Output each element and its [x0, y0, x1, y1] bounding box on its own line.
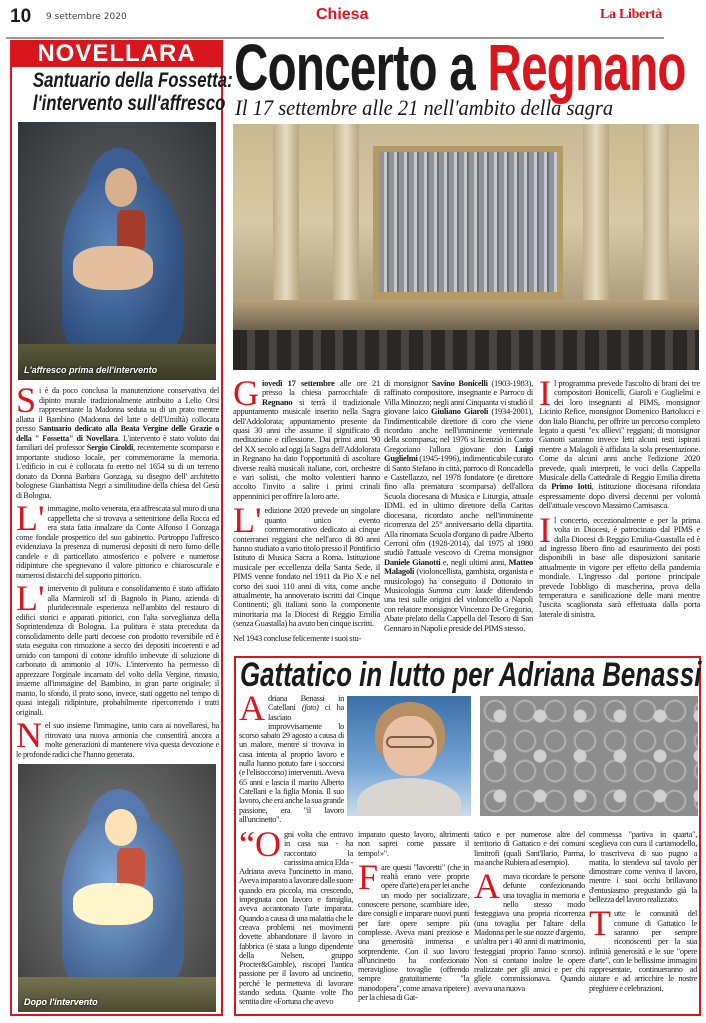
gattatico-column-2 [358, 830, 469, 1007]
novellara-banner: NOVELLARA [10, 40, 223, 67]
page-number: 10 [10, 6, 32, 27]
text-run: l concerto, eccezionalmente e per la prima volta in Diocesi, è patrocinato dal PIMS e dalla Diocesi di Reggio Emilia-Guastalla ed è ad ingresso libero fino ad esaurimento dei posti disponibili in base alle disposizioni sanitarie attualmente in vigore per effetto della pandemia mondiale. L'ingresso dal portone principale prevede l'obbligo di mascherina, prova della temperatura e sanificazione delle mani mentre l'uscita scaglionata sarà effettuata dalla porta laterale di sinistra. [539, 514, 700, 619]
photo-caption: Dopo l'intervento [24, 997, 98, 1007]
issue-date: 9 settembre 2020 [46, 12, 127, 22]
paragraph [16, 498, 219, 580]
italic-text: Summa cum laude [428, 584, 493, 595]
text-run: Nel 1943 concluse felicemente i suoi stu- [233, 632, 362, 643]
text-run: , istituzione diocesana rifondata espressamente dopo diversi decenni per volontà dell'attuale vescovo Massimo Camisasca. [539, 481, 701, 511]
paragraph [589, 903, 697, 993]
paragraph [358, 830, 469, 858]
headline-line: l'intervento sull'affresco [32, 92, 226, 115]
paragraph [589, 830, 697, 904]
text-run: (1903-1983), raffinato compositore, insegnante e Parroco di Villa Minozzo; negli anni Cinquanta vi studiò il giovane laico [384, 378, 533, 417]
adriana-benassi-portrait [347, 696, 471, 816]
drop-cap: N [16, 715, 42, 755]
concerto-column-1 [233, 373, 381, 648]
text-run: tatico e per numerose altre del territorio di Gattatico e dei comuni limitrofi (quali Sant'Ilario, Parma, ma anche Rubiera ad esempio). [474, 830, 585, 867]
text-run: el suo insieme l'immagine, tanto cara ai novellaresi, ha ritrovato una nuova armonia che consentirà ancora a molte generazioni di mantenere viva questa devozione e le profonde radici che l'hanno generata. [16, 721, 219, 759]
fresco-before-photo [18, 122, 216, 380]
newspaper-logo: La Libertà [600, 7, 662, 22]
photo-caption: L'affresco prima dell'intervento [24, 365, 158, 375]
drop-cap: T [589, 903, 611, 944]
italic-text: (foto) [301, 703, 319, 713]
drop-cap: L' [16, 498, 45, 538]
gattatico-column-3 [474, 830, 585, 998]
text-run: imparato questo lavoro, altrimenti non saprei come passare il tempo!»". [358, 830, 469, 858]
crochet-tablecloth-photo [480, 696, 698, 816]
paragraph [539, 373, 701, 511]
text-run: are questi "lavoretti" (che in realtà erano vere proprie opere d'arte) era per lei anche un modo per socializzare, conoscere persone, scambiare idee, dare consigli e imparare nuovi punti per fare opere sempre più complesse. Aveva mani preziose e una generosità immensa e sorprendente. Con il suo lavoro all'uncinetto ha confezionato meravigliose tovaglie (offrendo sempre gratuitamente "la manodopera", come amava ripetere) per la chiesa di Gat- [358, 862, 469, 1003]
paragraph [239, 824, 353, 1007]
paragraph [239, 688, 344, 824]
bold-text: Daniele Gianotti [384, 556, 441, 567]
drop-cap: L' [233, 500, 262, 541]
gattatico-column-1 [239, 824, 353, 1012]
text-run: , recentemente scomparso e importante studioso locale, per commemorarne la memoria. L'edificio in cui è collocata fu eretto nel 1654 su di un terreno donato da Donna Barbara Gonzaga, su disegno dell' architetto bolognese Gianbattista Negri a similitudine della chiesa del Gesù di Bologna. [16, 443, 219, 500]
text-run: e, negli ultimi anni, [440, 556, 509, 567]
text-run: edizione 2020 prevede un singolare quanto unico evento commemorativo dedicato ai cinque conterranei reggiani che nell'arco di 80 anni hanno studiato a vario titolo presso il Pontificio Istituto di Musica Sacra a Roma. Istituzione musicale per eccellenza della Santa Sede, il PIMS venne fondato nel 1911 da Pio X e nel corso dei suoi 110 anni di vita, come anche attualmente, ha annoverato iscritti dai Cinque Continenti; gli italiani sono la componente minoritaria ma la Diocesi di Reggio Emilia (senza Guastalla) ha avuto ben cinque iscritti. [233, 505, 380, 629]
text-run: (1945-1996), indimenticabile curato di Santo Stefano in città, parroco di Roncadella e Castellazzo, nel 1978 fondatore (e direttore fino alla prematura scomparsa) dell'allora Scuola diocesana di Musica e Liturgia, attuale IDML ed in ultimo direttore della Caritas diocesana, ricordato anche nell'imminente ricorrenza del 25° anniversario della dipartita. Alla rinomata Scuola d'organo di padre Alberto Cerroni ofm (1928-2014), dal 1975 al 1980 studiò l'attuale vescovo di Crema monsignor [384, 453, 533, 558]
gattatico-column-4 [589, 830, 697, 998]
drop-cap: F [358, 856, 379, 897]
text-run: intervento di pulitura e consolidamento è stato affidato alla Marmiroli srl di Bagnolo in Piano, azienda di pluridecennale esperienza nell'ambito del restauro di edifici storici e apparati pittorici, con l'alta sorveglianza della Soprintendenza di Bologna. La pulitura è stata preceduta da consolidamento delle parti decoese con prodotto reversibile ed è stata eseguita con rimozione a secco dei depositi incoerenti e ad umido con tamponi di cotone idrofilo imbevute di soluzione di carbonato di ammonio al 10%. L'intervento ha permesso di apprezzare l'orginale incarnato del volto della Vergine, rimasto, insieme all'immagine del Bambino, in gran parte originale; il manto, lo sfondo, il prato sono, invece, stati oggetto nel tempo di quasi integali ridipinture, probabilmente ripercorrendo i tratti originali. [16, 584, 219, 717]
concerto-headline [234, 30, 686, 104]
bold-text: Sergio Ciroldi [86, 443, 134, 452]
text-run: alle ore 21 presso la chiesa parrocchiale di [262, 378, 381, 398]
bold-text: iovedì 17 settembre [262, 378, 335, 388]
text-run: . L'intervento è stato voluto dai familiari del professor [16, 433, 219, 452]
novellara-body [16, 380, 219, 763]
concerto-subheadline: Il 17 settembre alle 21 nell'ambito della sagra [235, 95, 614, 120]
paragraph [384, 379, 533, 633]
paragraph [233, 373, 381, 501]
headline-red: Regnano [487, 30, 686, 104]
text-run: di monsignor [384, 378, 432, 388]
paragraph [16, 578, 219, 717]
concerto-column-3 [539, 373, 701, 624]
paragraph [474, 830, 585, 867]
fresco-after-photo [18, 764, 216, 1012]
text-run: (violoncellista, gambista, organista e musicologo) ha conseguito il Dottorato in Musicologia [384, 566, 533, 595]
text-run: ci ha lasciato improvvisamente lo scorso sabato 29 agosto a causa di un malore, mentre si trovava in casa intenta al proprio lavoro e nulla hanno potuto fare i soccorsi (e l'elisoccorso) intervenuti. Aveva 65 anni e lascia il marito Alberto Catellani e la figlia Monia. Il suo lavoro, che era anche la sua grande passione, era "il lavoro all'uncinetto". [239, 703, 344, 824]
gattatico-intro [239, 688, 344, 829]
drop-cap: S [16, 380, 37, 420]
text-run: driana Benassi in Catellani [268, 694, 344, 713]
drop-cap: “O [239, 824, 281, 864]
drop-cap: I [539, 373, 551, 413]
bold-text: Regnano [262, 396, 293, 407]
text-run: immagine, molto venerata, era affrescata sul muro di una cappelletta che si trovava a settentrione della Rocca ed era stata fatta innalzare da Conte Alfonso I Gonzaga come fondale prospettico del suo gabinetto. Purtroppo l'affresco evidenziava la presenza di numerosi depositi di nero fumo delle candele e di particellato atmosferico e polvere e numerose ridipinture che spegnevano il valore pittorico e chiaroscurale e numerosi distacchi del supporto pittorico. [16, 504, 219, 580]
headline-line: Santuario della Fossetta: [32, 69, 233, 92]
paragraph [16, 380, 219, 500]
paragraph [474, 866, 585, 993]
drop-cap: A [474, 866, 500, 907]
section-name: Chiesa [316, 6, 369, 23]
text-run: l programma prevede l'ascolto di brani dei tre compositori Bonicelli, Giaroli e Guglielmi e dei loro insegnanti al PIMS, monsignor Licinio Refice, monsignor Domenico Bartolucci e don Italo Bianchi, per offrire un percorso completo legato a questi "ex allievi" reggiani; di monsignor Gianotti saranno invece letti alcuni testi ispirati mentre a Malagoli è affidata la sola presentazione. Come da alcuni anni anche l'edizione 2020 prevede, quali interpreti, le voci della Cappella Musicale della Cattedrale di Reggio Emilia diretta da [539, 378, 700, 492]
novellara-headline [32, 69, 233, 115]
paragraph [539, 509, 700, 619]
paragraph [233, 500, 380, 629]
drop-cap: I [539, 509, 551, 550]
headline-black: Concerto a [234, 30, 488, 104]
bold-text: Santuario dedicato alla Beata Vergine delle Grazie o della " Fossetta" di Novellara [16, 424, 219, 443]
bold-text: Savino Bonicelli [431, 378, 488, 388]
drop-cap: L' [16, 578, 45, 618]
paragraph [358, 856, 469, 1003]
gattatico-headline: Gattatico in lutto per Adriana Benassi [240, 656, 702, 694]
paragraph [233, 634, 380, 643]
bold-text: Primo Iotti [551, 481, 592, 492]
church-organ-photo [233, 124, 699, 370]
text-run: mava ricordare le persone defunte confezionando una tovaglia in memoria e nello stesso modo festeggiava una propria ricorrenza (una tovaglia per l'altare della Madonna per le sue nozze d'argento, un'altra per i 40 anni di matrimonio, festeggiati proprio l'anno scorso). Non si contano inoltre le opere realizzate per gli amici e per chi gliele commissionava. Quando aveva una nuova [474, 872, 585, 993]
drop-cap: G [233, 373, 259, 413]
text-run: i è da poco conclusa la manutenzione conservativa del dipinto murale tradizionalmente attribuito a Lelio Orsi rappresentante la Madonna seduta su di un prato mentre allatta il Bambino (Madonna del latte o dell'Umiltà) collocata presso [16, 386, 219, 433]
text-run: (1934-2001), l'indimenticabile direttore di coro che viene ricordato anche nell'imminente ventennale della scomparsa; nel 1976 si licenziò in Canto Gregoriano l'allora giovane don [384, 406, 533, 454]
text-run: commessa "partiva in quarta", sceglieva con cura il cartamodello, lo trascriveva di suo pugno a matita, lo stendeva sul tavolo per dimostrare come veniva il lavoro, mentre i suoi occhi brillavano d'entusiasmo pregustando già la bellezza del lavoro realizzato. [589, 830, 697, 905]
drop-cap: A [239, 688, 265, 728]
concerto-column-2 [384, 379, 533, 638]
text-run: gni volta che entravo in casa sua - ha raccontato la carissima amica Elda - Adriana aveva l'uncinetto in mano. Aveva imparato a lavorare dalle suore quando era piccola, ma crescendo, impegnata con lavoro e famiglia, aveva accantonato l'arte imparata. Quando a causa di una malattia che le creava problemi nei movimenti dovette abbandonare il lavoro in fabbrica (è stata a lungo dipendente della Nelsen, gruppo Procter&Gamble), riscoprì l'antica passione per il lavoro ad uncinetto, perché le permetteva di lavorare stando seduta. Quante volte l'ho sentita dire «Fortuna che avevo [239, 830, 353, 1007]
bold-text: Giuliano Giaroli [431, 406, 489, 417]
bold-text: Luigi Guglielmi [384, 443, 533, 464]
text-run: si terrà il tradizionale appuntamento musicale inserito nella Sagra dell'Addolorata; appuntamento presente da quasi 30 anni che assume il significato di meditazione e riflessione. Dai primi anni '90 del XX secolo ad oggi la Sagra dell'Addolorata in Regnano ha dato l'opportunità di ascoltare diverse realtà musicali italiane, cori, orchestre e vari solisti, che molto volentieri hanno accolto l'invito a salire i primi crinali appenninici per offrire la loro arte. [233, 396, 380, 501]
text-run: utte le comunità del comune di Gattatico le saranno per sempre riconoscenti per la sua infinità generosità e le sue "opere d'arte", con le bellissime immagini rappresentate, continueranno ad aiutare e ad arricchire le nostre preghiere e celebrazioni. [589, 909, 697, 993]
text-run: difendendo una tesi sulle origini del violoncello a Napoli con relatore monsignor Vincenzo De Gregorio, Abate prelato della Cappella del Tesoro di San Gennaro in Napoli e preside del PIMS stesso. [384, 584, 533, 633]
paragraph [16, 715, 219, 759]
bold-text: Matteo Malagoli [384, 556, 533, 577]
